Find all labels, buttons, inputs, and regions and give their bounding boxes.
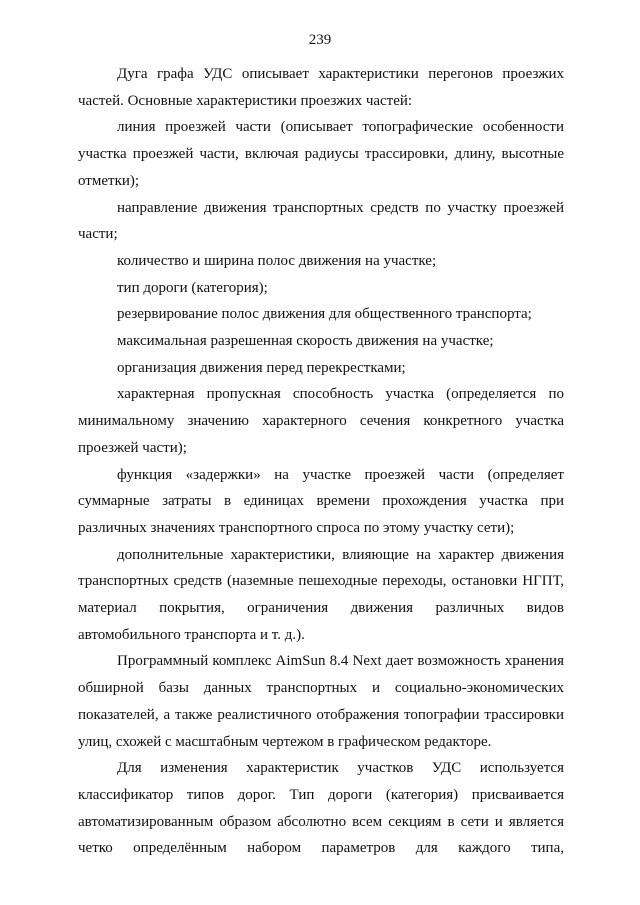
text-line: частей. Основные характеристики проезжих частей:	[78, 92, 413, 109]
text-line: части;	[78, 226, 118, 243]
text-line: автоматизированным образом абсолютно всем секциям в сети и является	[78, 813, 564, 830]
paragraph	[78, 542, 564, 649]
page-body	[78, 61, 564, 862]
paragraph	[78, 301, 564, 328]
text-line: участка проезжей части, включая радиусы трассировки, длину, высотные	[78, 146, 564, 163]
text-line: материал покрытия, ограничения движения различных видов	[78, 600, 564, 617]
text-line: отметки);	[78, 172, 140, 189]
paragraph	[78, 381, 564, 461]
text-line: минимальному значению характерного сечения конкретного участка	[78, 413, 564, 430]
text-line: различных значениях транспортного спроса по этому участку сети);	[78, 519, 515, 536]
text-line: характерная пропускная способность участка (определяется по	[117, 386, 564, 403]
text-line: Программный комплекс AimSun 8.4 Next дает возможность хранения	[117, 653, 564, 670]
text-line: транспортных средств (наземные пешеходные переходы, остановки НГПТ,	[78, 573, 564, 590]
text-line: максимальная разрешенная скорость движения на участке;	[117, 333, 494, 350]
text-line: классификатор типов дорог. Тип дороги (категория) присваивается	[78, 786, 564, 803]
text-line: количество и ширина полос движения на участке;	[117, 252, 437, 269]
text-line: функция «задержки» на участке проезжей части (определяет	[117, 466, 564, 483]
text-line: тип дороги (категория);	[117, 279, 268, 296]
paragraph	[78, 195, 564, 248]
text-line: проезжей части);	[78, 439, 187, 456]
page-number: 239	[308, 32, 332, 48]
text-line: линия проезжей части (описывает топографические особенности	[117, 119, 564, 136]
text-line: улиц, схожей с масштабным чертежом в графическом редакторе.	[78, 733, 492, 750]
paragraph	[78, 462, 564, 542]
paragraph	[78, 275, 564, 302]
text-line: автомобильного транспорта и т. д.).	[78, 626, 305, 643]
text-line: резервирование полос движения для общественного транспорта;	[117, 306, 532, 323]
text-line: четко определённым набором параметров для каждого типа,	[78, 840, 564, 857]
paragraph	[78, 355, 564, 382]
text-line: дополнительные характеристики, влияющие на характер движения	[117, 546, 564, 563]
text-line: обширной базы данных транспортных и социально-экономических	[78, 680, 564, 697]
paragraph	[78, 328, 564, 355]
paragraph	[78, 648, 564, 755]
text-line: суммарные затраты в единицах времени прохождения участка при	[78, 493, 564, 510]
paragraph	[78, 248, 564, 275]
text-line: показателей, а также реалистичного отображения топографии трассировки	[78, 706, 564, 723]
text-line: организация движения перед перекрестками;	[117, 359, 406, 376]
text-line: Дуга графа УДС описывает характеристики перегонов проезжих	[117, 66, 564, 82]
text-line: Для изменения характеристик участков УДС используется	[117, 760, 564, 777]
paragraph	[78, 755, 564, 862]
paragraph	[78, 61, 564, 114]
text-line: направление движения транспортных средств по участку проезжей	[117, 199, 564, 216]
paragraph	[78, 114, 564, 194]
